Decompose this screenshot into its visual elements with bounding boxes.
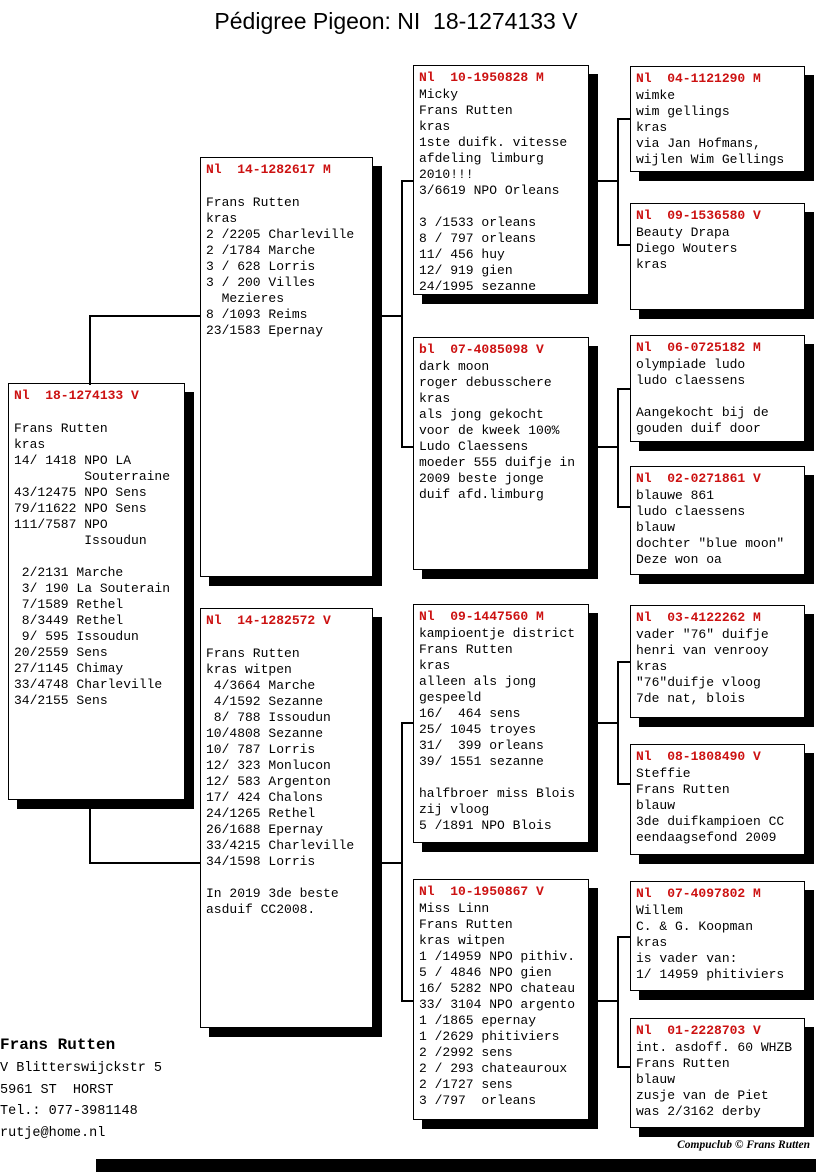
pedigree-text-line: halfbroer miss Blois bbox=[419, 786, 576, 801]
pedigree-text-line: 2 / 293 chateauroux bbox=[419, 1061, 568, 1076]
pedigree-text-line: als jong gekocht bbox=[419, 407, 544, 422]
pedigree-text-line: 34/1598 Lorris bbox=[206, 854, 316, 869]
ring-number: Nl 10-1950867 V bbox=[419, 884, 544, 899]
connector-line bbox=[617, 244, 630, 246]
owner-address-line1: V Blitterswijckstr 5 bbox=[0, 1061, 163, 1076]
pedigree-text-line: 16/ 5282 NPO chateau bbox=[419, 981, 576, 996]
ring-number: Nl 09-1536580 V bbox=[636, 208, 761, 223]
compuclub-credit: Compuclub © Frans Rutten bbox=[677, 1139, 810, 1151]
pedigree-text-line: 20/2559 Sens bbox=[14, 645, 108, 660]
pedigree-text-line: 43/12475 NPO Sens bbox=[14, 485, 147, 500]
pedigree-box-paternal-grandsire bbox=[413, 65, 589, 295]
pedigree-box-body bbox=[636, 225, 804, 273]
pedigree-text-line: vader "76" duifje bbox=[636, 627, 769, 642]
pedigree-text-line: 33/4748 Charleville bbox=[14, 677, 163, 692]
pedigree-text-line: 2009 beste jonge bbox=[419, 471, 544, 486]
pedigree-text-line: 2010!!! bbox=[419, 167, 474, 182]
pedigree-text-line: Diego Wouters bbox=[636, 241, 738, 256]
pedigree-text-line: ludo claessens bbox=[636, 504, 746, 519]
pedigree-text-line: zij vloog bbox=[419, 802, 490, 817]
pedigree-text-line bbox=[419, 199, 588, 215]
pedigree-text-line: 27/1145 Chimay bbox=[14, 661, 124, 676]
connector-line bbox=[401, 722, 413, 724]
connector-line bbox=[617, 118, 630, 120]
pedigree-text-line: 10/4808 Sezanne bbox=[206, 726, 324, 741]
pedigree-text-line: 17/ 424 Chalons bbox=[206, 790, 324, 805]
connector-line bbox=[617, 936, 630, 938]
pedigree-text-line bbox=[206, 179, 372, 195]
pedigree-box-great-grandparent-2 bbox=[630, 203, 805, 310]
ring-number: Nl 07-4097802 M bbox=[636, 886, 761, 901]
page-edge-bar bbox=[96, 1159, 816, 1172]
pedigree-text-line: was 2/3162 derby bbox=[636, 1104, 761, 1119]
connector-line bbox=[617, 661, 619, 785]
pedigree-text-line bbox=[206, 630, 372, 646]
pedigree-text-line: "76"duifje vloog bbox=[636, 675, 761, 690]
pedigree-text-line: 1 /1865 epernay bbox=[419, 1013, 537, 1028]
pedigree-text-line: Frans Rutten bbox=[419, 642, 513, 657]
pedigree-box-great-grandparent-1 bbox=[630, 66, 805, 172]
pedigree-text-line: kras bbox=[419, 119, 451, 134]
pedigree-box-great-grandparent-7 bbox=[630, 881, 805, 991]
connector-line bbox=[401, 180, 403, 448]
pedigree-box-body bbox=[636, 488, 804, 568]
pedigree-text-line: is vader van: bbox=[636, 951, 738, 966]
pedigree-text-line: Deze won oa bbox=[636, 552, 722, 567]
pedigree-text-line: blauwe 861 bbox=[636, 488, 715, 503]
ring-number: Nl 18-1274133 V bbox=[14, 388, 139, 403]
pedigree-text-line: 3 /1533 orleans bbox=[419, 215, 537, 230]
pedigree-text-line: 34/2155 Sens bbox=[14, 693, 108, 708]
ring-number: Nl 01-2228703 V bbox=[636, 1023, 761, 1038]
pedigree-text-line: ludo claessens bbox=[636, 373, 746, 388]
pedigree-text-line: 23/1583 Epernay bbox=[206, 323, 324, 338]
pedigree-text-line: 2 /2992 sens bbox=[419, 1045, 513, 1060]
pedigree-text-line: Souterraine bbox=[14, 469, 171, 484]
pedigree-text-line: zusje van de Piet bbox=[636, 1088, 769, 1103]
pedigree-text-line: Aangekocht bij de bbox=[636, 405, 769, 420]
pedigree-box-dam bbox=[200, 608, 373, 1028]
ring-number: Nl 14-1282617 M bbox=[206, 162, 331, 177]
pedigree-text-line: eendaagsefond 2009 bbox=[636, 830, 777, 845]
pedigree-text-line: 24/1265 Rethel bbox=[206, 806, 316, 821]
ring-number: Nl 14-1282572 V bbox=[206, 613, 331, 628]
pedigree-text-line bbox=[636, 389, 804, 405]
pedigree-box-great-grandparent-3 bbox=[630, 335, 805, 442]
pedigree-text-line: 4/1592 Sezanne bbox=[206, 694, 324, 709]
pedigree-text-line: kras witpen bbox=[419, 933, 505, 948]
pedigree-text-line: dochter "blue moon" bbox=[636, 536, 785, 551]
pedigree-text-line bbox=[14, 405, 184, 421]
pedigree-box-body bbox=[636, 766, 804, 846]
pedigree-box-body bbox=[419, 901, 588, 1109]
pedigree-text-line: Frans Rutten bbox=[636, 782, 730, 797]
pedigree-text-line: 33/4215 Charleville bbox=[206, 838, 355, 853]
owner-name: Frans Rutten bbox=[0, 1036, 116, 1054]
pedigree-text-line: 25/ 1045 troyes bbox=[419, 722, 537, 737]
pedigree-text-line: 2 /2205 Charleville bbox=[206, 227, 355, 242]
pedigree-text-line: kras bbox=[636, 120, 668, 135]
pedigree-text-line: 12/ 583 Argenton bbox=[206, 774, 331, 789]
pedigree-text-line: kras bbox=[636, 659, 668, 674]
pedigree-box-body bbox=[636, 88, 804, 168]
connector-line bbox=[617, 388, 619, 508]
pedigree-text-line bbox=[14, 549, 184, 565]
pedigree-text-line: 2/2131 Marche bbox=[14, 565, 124, 580]
pedigree-text-line: 9/ 595 Issoudun bbox=[14, 629, 139, 644]
connector-line bbox=[401, 180, 413, 182]
pedigree-text-line: kras bbox=[206, 211, 238, 226]
pedigree-box-great-grandparent-5 bbox=[630, 605, 805, 718]
pedigree-text-line: 3/ 190 La Souterain bbox=[14, 581, 171, 596]
ring-number: Nl 09-1447560 M bbox=[419, 609, 544, 624]
pedigree-text-line: 7de nat, blois bbox=[636, 691, 746, 706]
pedigree-box-body bbox=[636, 357, 804, 437]
owner-email: rutje@home.nl bbox=[0, 1125, 106, 1141]
pedigree-text-line: 8 / 797 orleans bbox=[419, 231, 537, 246]
pedigree-text-line: kras bbox=[14, 437, 46, 452]
pedigree-text-line: Mezieres bbox=[206, 291, 285, 306]
pedigree-text-line: Beauty Drapa bbox=[636, 225, 730, 240]
pedigree-box-body bbox=[419, 87, 588, 295]
pedigree-text-line: 16/ 464 sens bbox=[419, 706, 521, 721]
pedigree-text-line: 111/7587 NPO bbox=[14, 517, 108, 532]
connector-line bbox=[617, 783, 630, 785]
pedigree-box-body bbox=[636, 627, 804, 707]
pedigree-text-line: 8 /1093 Reims bbox=[206, 307, 308, 322]
pedigree-box-body bbox=[636, 903, 804, 983]
connector-line bbox=[89, 862, 200, 864]
pedigree-text-line: 3de duifkampioen CC bbox=[636, 814, 785, 829]
connector-line bbox=[617, 1066, 630, 1068]
pedigree-text-line: 24/1995 sezanne bbox=[419, 279, 537, 294]
pedigree-text-line: 8/3449 Rethel bbox=[14, 613, 124, 628]
connector-line bbox=[617, 388, 630, 390]
connector-line bbox=[89, 315, 91, 385]
owner-address-line2: 5961 ST HORST bbox=[0, 1082, 114, 1098]
pedigree-text-line: 3 / 628 Lorris bbox=[206, 259, 316, 274]
ring-number: Nl 06-0725182 M bbox=[636, 340, 761, 355]
pedigree-box-great-grandparent-8 bbox=[630, 1018, 805, 1128]
pedigree-box-great-grandparent-4 bbox=[630, 466, 805, 575]
connector-line bbox=[589, 446, 619, 448]
pedigree-text-line: 39/ 1551 sezanne bbox=[419, 754, 544, 769]
pedigree-text-line: 1 /14959 NPO pithiv. bbox=[419, 949, 576, 964]
pedigree-text-line: voor de kweek 100% bbox=[419, 423, 560, 438]
pedigree-text-line: 79/11622 NPO Sens bbox=[14, 501, 147, 516]
pedigree-text-line: Ludo Claessens bbox=[419, 439, 529, 454]
pedigree-text-line: Frans Rutten bbox=[419, 917, 513, 932]
owner-block bbox=[0, 1033, 162, 1144]
pedigree-text-line: kras bbox=[636, 935, 668, 950]
pedigree-text-line: kras bbox=[636, 257, 668, 272]
pedigree-text-line: Frans Rutten bbox=[14, 421, 108, 436]
pedigree-text-line: 33/ 3104 NPO argento bbox=[419, 997, 576, 1012]
pedigree-text-line: 4/3664 Marche bbox=[206, 678, 316, 693]
ring-number: bl 07-4085098 V bbox=[419, 342, 544, 357]
pedigree-text-line: gespeeld bbox=[419, 690, 482, 705]
pedigree-text-line: C. & G. Koopman bbox=[636, 919, 754, 934]
pedigree-text-line: Frans Rutten bbox=[419, 103, 513, 118]
pedigree-text-line: In 2019 3de beste bbox=[206, 886, 339, 901]
connector-line bbox=[401, 1000, 413, 1002]
connector-line bbox=[589, 1000, 619, 1002]
pedigree-text-line: Frans Rutten bbox=[206, 195, 300, 210]
pedigree-text-line: kampioentje district bbox=[419, 626, 576, 641]
pedigree-text-line: Willem bbox=[636, 903, 683, 918]
pedigree-box-body bbox=[206, 179, 372, 339]
pedigree-text-line: roger debusschere bbox=[419, 375, 552, 390]
connector-line bbox=[89, 799, 91, 864]
pedigree-text-line: blauw bbox=[636, 520, 676, 535]
pedigree-text-line: 2 /1727 sens bbox=[419, 1077, 513, 1092]
pedigree-text-line: 12/ 919 gien bbox=[419, 263, 513, 278]
connector-line bbox=[617, 936, 619, 1068]
owner-phone: Tel.: 077-3981148 bbox=[0, 1104, 138, 1119]
ring-number: Nl 04-1121290 M bbox=[636, 71, 761, 86]
pedigree-box-body bbox=[419, 359, 588, 503]
pedigree-text-line: 3 /797 orleans bbox=[419, 1093, 537, 1108]
pedigree-text-line: 31/ 399 orleans bbox=[419, 738, 544, 753]
pedigree-text-line: Issoudun bbox=[14, 533, 147, 548]
pedigree-text-line: asduif CC2008. bbox=[206, 902, 316, 917]
pedigree-text-line: moeder 555 duifje in bbox=[419, 455, 576, 470]
pedigree-text-line: wijlen Wim Gellings bbox=[636, 152, 785, 167]
pedigree-text-line: henri van venrooy bbox=[636, 643, 769, 658]
pedigree-text-line: 3 / 200 Villes bbox=[206, 275, 316, 290]
ring-number: Nl 03-4122262 M bbox=[636, 610, 761, 625]
pedigree-text-line: 10/ 787 Lorris bbox=[206, 742, 316, 757]
connector-line bbox=[589, 722, 619, 724]
pedigree-box-body bbox=[14, 405, 184, 709]
pedigree-text-line: Frans Rutten bbox=[636, 1056, 730, 1071]
pedigree-text-line: via Jan Hofmans, bbox=[636, 136, 761, 151]
connector-line bbox=[617, 506, 630, 508]
pedigree-text-line: 11/ 456 huy bbox=[419, 247, 505, 262]
pedigree-box-paternal-granddam bbox=[413, 337, 589, 570]
pedigree-text-line bbox=[419, 770, 588, 786]
pedigree-text-line: alleen als jong bbox=[419, 674, 537, 689]
connector-line bbox=[89, 315, 200, 317]
pedigree-text-line bbox=[206, 870, 372, 886]
pedigree-text-line: blauw bbox=[636, 798, 676, 813]
pedigree-text-line: blauw bbox=[636, 1072, 676, 1087]
pedigree-text-line: 5 / 4846 NPO gien bbox=[419, 965, 552, 980]
connector-line bbox=[617, 661, 630, 663]
page-title: Pédigree Pigeon: NI 18-1274133 V bbox=[214, 8, 578, 34]
pedigree-box-body bbox=[636, 1040, 804, 1120]
pedigree-text-line: kras bbox=[419, 391, 451, 406]
pedigree-text-line: 7/1589 Rethel bbox=[14, 597, 124, 612]
connector-line bbox=[373, 862, 403, 864]
pedigree-text-line: 12/ 323 Monlucon bbox=[206, 758, 331, 773]
pedigree-text-line: 1ste duifk. vitesse bbox=[419, 135, 568, 150]
pedigree-text-line: 5 /1891 NPO Blois bbox=[419, 818, 552, 833]
pedigree-text-line: wimke bbox=[636, 88, 676, 103]
ring-number: Nl 08-1808490 V bbox=[636, 749, 761, 764]
pedigree-box-subject bbox=[8, 383, 185, 800]
pedigree-text-line: 1/ 14959 phitiviers bbox=[636, 967, 785, 982]
connector-line bbox=[401, 722, 403, 1002]
pedigree-text-line: 14/ 1418 NPO LA bbox=[14, 453, 132, 468]
pedigree-box-body bbox=[419, 626, 588, 834]
pedigree-text-line: Steffie bbox=[636, 766, 691, 781]
ring-number: Nl 10-1950828 M bbox=[419, 70, 544, 85]
pedigree-text-line: 1 /2629 phitiviers bbox=[419, 1029, 560, 1044]
pedigree-text-line: wim gellings bbox=[636, 104, 730, 119]
pedigree-box-maternal-granddam bbox=[413, 879, 589, 1120]
connector-line bbox=[401, 446, 413, 448]
pedigree-text-line: Micky bbox=[419, 87, 459, 102]
connector-line bbox=[617, 118, 619, 246]
pedigree-text-line: 2 /1784 Marche bbox=[206, 243, 316, 258]
pedigree-text-line: afdeling limburg bbox=[419, 151, 544, 166]
pedigree-text-line: 3/6619 NPO Orleans bbox=[419, 183, 560, 198]
pedigree-text-line: dark moon bbox=[419, 359, 490, 374]
pedigree-text-line: Miss Linn bbox=[419, 901, 490, 916]
pedigree-box-sire bbox=[200, 157, 373, 577]
pedigree-text-line: int. asdoff. 60 WHZB bbox=[636, 1040, 793, 1055]
pedigree-text-line: gouden duif door bbox=[636, 421, 761, 436]
pedigree-text-line: kras bbox=[419, 658, 451, 673]
pedigree-text-line: 26/1688 Epernay bbox=[206, 822, 324, 837]
pedigree-box-great-grandparent-6 bbox=[630, 744, 805, 855]
connector-line bbox=[373, 315, 403, 317]
pedigree-text-line: Frans Rutten bbox=[206, 646, 300, 661]
ring-number: Nl 02-0271861 V bbox=[636, 471, 761, 486]
pedigree-text-line: duif afd.limburg bbox=[419, 487, 544, 502]
pedigree-text-line: 8/ 788 Issoudun bbox=[206, 710, 331, 725]
pedigree-box-body bbox=[206, 630, 372, 918]
pedigree-box-maternal-grandsire bbox=[413, 604, 589, 843]
pedigree-text-line: olympiade ludo bbox=[636, 357, 746, 372]
connector-line bbox=[589, 180, 619, 182]
pedigree-text-line: kras witpen bbox=[206, 662, 292, 677]
